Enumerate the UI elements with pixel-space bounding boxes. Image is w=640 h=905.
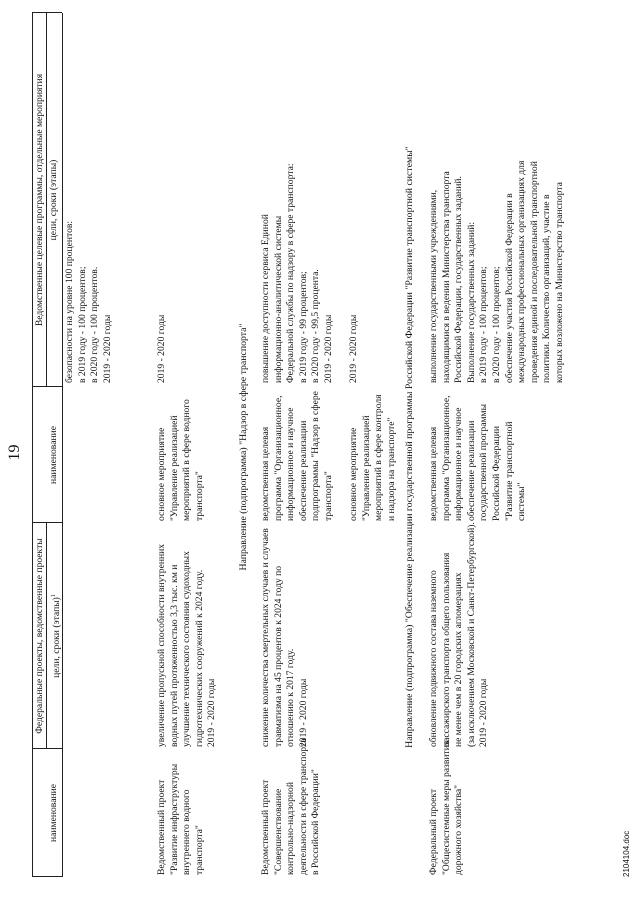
row-0-fed-name — [156, 764, 206, 875]
row-2-fed-goals — [428, 522, 491, 747]
text-line — [336, 391, 349, 521]
text-line: контрольно-надзорной — [285, 782, 297, 875]
text-line: и надзора на транспорте" — [385, 417, 397, 521]
text-line: Российской Федерации, государственных заданий. — [453, 176, 465, 383]
text-line: программа "Организационное, — [272, 395, 284, 521]
text-line: информационно-аналитической системы — [272, 215, 284, 383]
text-line: выполнение государственными учреждениями, — [428, 189, 439, 383]
text-line: находящимися в ведении Министерства транспорта — [440, 171, 452, 383]
row-1-dep-name — [260, 391, 399, 521]
text-line: пассажирского транспорта общего пользования — [440, 552, 452, 747]
header-dep-name-col: наименование — [48, 426, 59, 484]
text-line: мероприятий в сфере контроля — [373, 394, 385, 521]
text-line: в 2019 году - 100 процентов; — [478, 266, 490, 383]
text-line: программа "Организационное, — [440, 395, 452, 521]
page-number: 19 — [6, 444, 23, 461]
text-line: 2019 - 2020 годы — [297, 678, 309, 747]
text-line: мероприятий в сфере водного — [181, 399, 193, 521]
text-line: 2019 - 2020 годы — [101, 314, 113, 383]
text-line: в 2020 году - 100 процентов; — [490, 266, 502, 383]
header-dep-goals-col: цели, сроки (этапы) — [48, 159, 59, 241]
text-line: травматизма на 45 процентов к 2024 году по — [272, 565, 284, 747]
text-line: ведомственная целевая — [260, 426, 271, 521]
text-line: "Развитие транспортной — [503, 421, 515, 521]
text-line: информационное и научное — [453, 407, 465, 521]
text-line: гидротехнических сооружений к 2024 году. — [193, 569, 205, 747]
text-line: 2019 - 2020 годы — [322, 314, 334, 383]
text-line: увеличение пропускной способности внутренних — [156, 543, 167, 747]
text-line: Федеральный проект — [428, 788, 439, 875]
header-departmental-group: Ведомственные целевые программы, отдельные мероприятия — [34, 73, 45, 327]
text-line: Выполнение государственных заданий: — [465, 221, 477, 383]
text-line: транспорта" — [193, 471, 205, 521]
text-line: 2019 - 2020 годы — [206, 678, 218, 747]
text-line: Российской Федерации — [490, 426, 502, 521]
text-line: отношению к 2017 году. — [285, 648, 297, 747]
text-line: повышение доступности сервиса Единой — [260, 214, 271, 383]
text-line: системы" — [516, 482, 528, 521]
section-heading: Направление (подпрограмма) "Обеспечение реализации государственной программы Российской Федерации "Развитие транспортной системы" — [404, 146, 415, 748]
text-line: "Совершенствование — [272, 788, 284, 875]
file-name-footer: 2104104.doc — [622, 830, 631, 877]
row-0-fed-goals — [156, 544, 219, 747]
row-2-fed-name — [428, 741, 466, 875]
text-line: "Общесистемные меры развития — [440, 740, 452, 875]
text-line: Ведомственный проект — [260, 779, 271, 875]
text-line: в 2019 году - 99 процентов; — [297, 271, 309, 383]
header-fed-goals-col: цели, сроки (этапы)$^1$ — [51, 594, 63, 678]
header-federal-group: Федеральные проекты, ведомственные проекты — [34, 538, 45, 734]
text-line: 2019 - 2020 годы — [348, 314, 360, 383]
text-line: основное мероприятие — [156, 427, 167, 521]
text-line: государственной программы — [478, 403, 490, 521]
text-line: которых возложено на Министерство транспорта — [553, 182, 565, 383]
text-line: 2019 - 2020 годы — [478, 678, 490, 747]
row-0-dep-goals — [156, 315, 169, 383]
text-line: в 2019 году - 100 процентов; — [76, 266, 88, 383]
text-line: внутреннего водного — [181, 789, 193, 875]
text-line: политики. Количество организаций, участие в — [541, 194, 553, 383]
row-1-fed-name — [260, 739, 323, 875]
text-line: "Управление реализацией — [168, 415, 180, 521]
text-line: обновление подвижного состава наземного — [428, 570, 439, 747]
text-line: "Управление реализацией — [360, 415, 372, 521]
text-line: обеспечение участия Российской Федерации в — [503, 193, 515, 383]
text-line: международных профессиональных организациях для — [516, 160, 528, 383]
text-line — [336, 164, 349, 384]
text-line: (за исключением Московской и Санкт-Петербургской). — [465, 522, 477, 747]
text-line: информационное и научное — [285, 407, 297, 521]
text-line: транспорта" — [322, 471, 334, 521]
text-line: в 2020 году - 99,5 процента. — [310, 269, 322, 383]
row-0-dep-name — [156, 399, 206, 521]
row-1-fed-goals — [260, 528, 310, 747]
text-line: в 2020 году - 100 процентов. — [89, 266, 101, 383]
text-line: обеспечение реализации — [297, 420, 309, 521]
text-line: обеспечение реализации — [465, 420, 477, 521]
text-line: дорожного хозяйства" — [453, 784, 465, 875]
text-line: водных путей протяженностью 3,3 тыс. км и — [168, 564, 180, 747]
row-1-dep-goals — [260, 164, 361, 384]
header-name-col: наименование — [48, 784, 59, 842]
text-line: улучшение технического состояния судоходных — [181, 551, 193, 747]
continued-dep-goals — [64, 221, 114, 383]
row-2-dep-goals — [428, 161, 567, 383]
text-line: "Развитие инфраструктуры — [168, 763, 180, 875]
text-line: снижение количества смертельных случаев и случаев — [260, 528, 271, 747]
text-line: ведомственная целевая — [428, 426, 439, 521]
text-line: Ведомственный проект — [156, 779, 167, 875]
text-line: деятельности в сфере транспорта — [297, 738, 309, 875]
section-heading: Направление (подпрограмма) "Надзор в сфере транспорта" — [238, 323, 249, 571]
text-line: подпрограммы "Надзор в сфере — [310, 391, 322, 521]
row-2-dep-name — [428, 395, 529, 521]
text-line: проведения единой и последовательной транспортной — [528, 161, 540, 383]
text-line: в Российской Федерации" — [310, 769, 322, 875]
text-line: безопасности на уровне 100 процентов: — [64, 220, 75, 383]
text-line: основное мероприятие — [348, 427, 360, 521]
text-line: 2019 - 2020 годы — [156, 314, 167, 383]
text-line: Федеральной службы по надзору в сфере транспорта: — [285, 163, 297, 383]
text-line: не менее чем в 20 городских агломерациях — [453, 572, 465, 747]
text-line: транспорта" — [193, 825, 205, 875]
